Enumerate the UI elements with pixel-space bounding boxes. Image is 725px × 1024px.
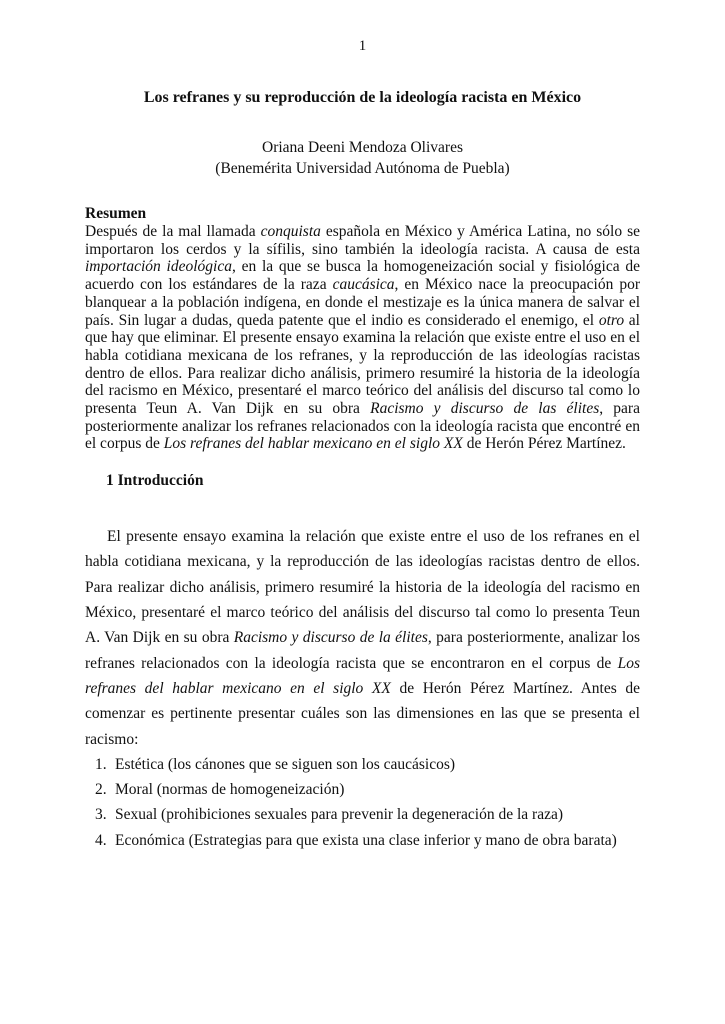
paper-title: Los refranes y su reproducción de la ideología racista en México: [143, 89, 582, 106]
list-item: Económica (Estrategias para que exista una clase inferior y mano de obra barata): [115, 831, 617, 849]
introduction-paragraph: El presente ensayo examina la relación que existe entre el uso de los refranes en el habla cotidiana mexicana, y la reproducción de las ideologías racistas dentro de ellos. Para realizar dicho análisis, primero resumiré la historia de la ideología del racismo en México, presentaré el marco teórico del análisis del discurso tal como lo presenta Teun A. Van Dijk en su obra Racismo y discurso de la élites, para posteriormente, analizar los refranes relacionados con la ideología racista que se encontraron en el corpus de Los refranes del hablar mexicano en el siglo XX de Herón Pérez Martínez. Antes de comenzar es pertinente presentar cuáles son las dimensiones en las que se presenta el racismo:: [85, 528, 640, 748]
author-affiliation: (Benemérita Universidad Autónoma de Puebla): [215, 160, 510, 177]
list-item: Moral (normas de homogeneización): [115, 781, 345, 799]
abstract-section: [85, 205, 640, 453]
list-item: Sexual (prohibiciones sexuales para prevenir la degeneración de la raza): [115, 806, 563, 824]
abstract-heading: Resumen: [85, 205, 147, 222]
page-number: 1: [358, 38, 367, 54]
list-item: Estética (los cánones que se siguen son los caucásicos): [115, 755, 456, 773]
author-name: Oriana Deeni Mendoza Olivares: [262, 139, 463, 156]
author-block: [85, 137, 640, 179]
racism-dimensions-list: [85, 752, 640, 853]
introduction-section: [85, 472, 640, 853]
section-heading-introduction: 1 Introducción: [106, 472, 204, 490]
abstract-paragraph: Después de la mal llamada conquista española en México y América Latina, no sólo se importaron los cerdos y la sífilis, sino también la ideología racista. A causa de esta importación ideológica, en la que se busca la homogeneización social y fisiológica de acuerdo con los estándares de la raza caucásica, en México nace la preocupación por blanquear a la población indígena, en donde el mestizaje es la única manera de salvar el país. Sin lugar a dudas, queda patente que el indio es considerado el enemigo, el otro al que hay que eliminar. El presente ensayo examina la relación que existe entre el uso en el habla cotidiana mexicana de los refranes, y la reproducción de las ideologías racistas dentro de ellos. Para realizar dicho análisis, primero resumiré la historia de la ideología del racismo en México, presentaré el marco teórico del análisis del discurso tal como lo presenta Teun A. Van Dijk en su obra Racismo y discurso de las élites, para posteriormente analizar los refranes relacionados con la ideología racista que encontré en el corpus de Los refranes del hablar mexicano en el siglo XX de Herón Pérez Martínez.: [85, 223, 641, 453]
